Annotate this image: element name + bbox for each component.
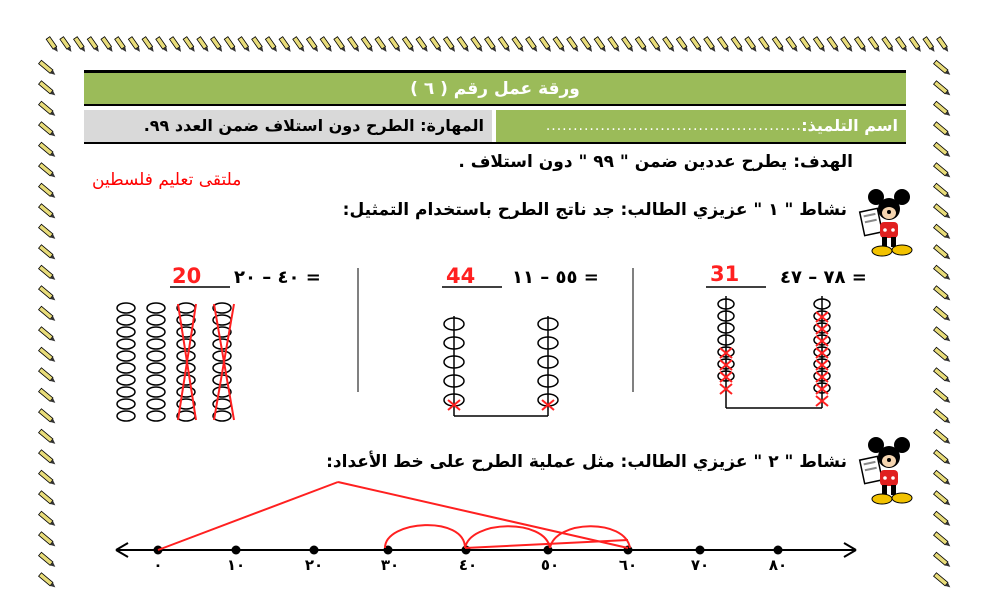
student-name-field[interactable]: ...............................................: [545, 118, 802, 134]
subtraction-jumps: [158, 482, 630, 550]
tick-label: ٢٠: [304, 556, 324, 574]
problem2-expression: ٥٥ – ١١ =: [512, 267, 599, 288]
tick-label: ٨٠: [768, 556, 788, 574]
site-name: ملتقى تعليم فلسطين: [92, 170, 242, 190]
tick-dot: [774, 546, 783, 555]
tick-label: ٣٠: [380, 556, 400, 574]
skill-text: المهارة: الطرح دون استلاف ضمن العدد ٩٩.: [143, 116, 484, 135]
problem3-answer[interactable]: 20: [172, 264, 202, 288]
problem1-expression: ٧٨ – ٤٧ =: [780, 267, 867, 288]
activity2-instruction: نشاط " ٢ " عزيزي الطالب: مثل عملية الطرح على خط الأعداد:: [326, 452, 847, 472]
tick-dot: [310, 546, 319, 555]
jump-line: [338, 482, 628, 548]
tick-dot: [232, 546, 241, 555]
tick-dot: [696, 546, 705, 555]
problem3-expression: ٤٠ – ٢٠ =: [234, 267, 321, 288]
worksheet-title: ورقة عمل رقم ( ٦ ): [410, 79, 580, 99]
goal-text: الهدف: يطرح عددين ضمن " ٩٩ " دون استلاف .: [458, 152, 853, 172]
tick-label: ٠: [153, 556, 163, 574]
tick-label: ٥٠: [540, 556, 560, 574]
jump-arc: [385, 525, 465, 548]
tick-label: ١٠: [226, 556, 246, 574]
jump-line: [158, 482, 338, 550]
student-name-label: اسم التلميذ:: [801, 116, 898, 135]
problem2-answer[interactable]: 44: [446, 264, 476, 288]
tick-label: ٦٠: [618, 556, 638, 574]
tick-label: ٧٠: [690, 556, 710, 574]
problem1-answer[interactable]: 31: [710, 262, 740, 286]
tick-label: ٤٠: [458, 556, 478, 574]
activity1-instruction: نشاط " ١ " عزيزي الطالب: جد ناتج الطرح باستخدام التمثيل:: [342, 200, 847, 220]
